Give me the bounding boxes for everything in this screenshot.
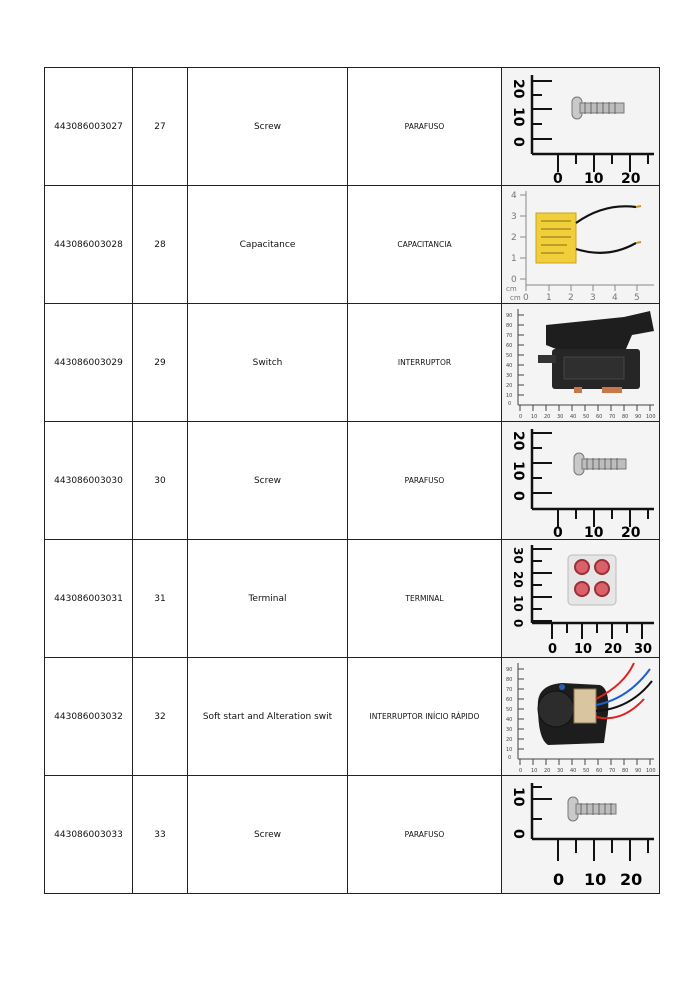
scale-label: 70 xyxy=(506,687,513,693)
part-number: 33 xyxy=(133,776,188,894)
table-row xyxy=(45,658,660,776)
scale-label: 80 xyxy=(622,768,629,774)
scale-label: 40 xyxy=(570,768,577,774)
part-number: 27 xyxy=(133,68,188,186)
scale-label: 30 xyxy=(634,642,653,656)
scale-label: 0 xyxy=(519,768,523,774)
scale-unit: cm xyxy=(506,285,517,293)
scale-label: 50 xyxy=(506,353,513,359)
part-code: 443086003031 xyxy=(45,540,133,658)
scale-label: 20 xyxy=(510,79,526,99)
scale-label: 0 xyxy=(511,619,525,628)
part-name-english: Switch xyxy=(188,304,348,422)
scale-label: 40 xyxy=(506,717,513,723)
scale-label: 30 xyxy=(506,727,513,733)
scale-label: 60 xyxy=(506,697,513,703)
scale-label: 20 xyxy=(511,571,525,588)
scale-label: 70 xyxy=(506,333,513,339)
scale-label: 40 xyxy=(570,414,577,420)
scale-label: 20 xyxy=(604,642,623,656)
part-number: 28 xyxy=(133,186,188,304)
screw-photo xyxy=(504,777,657,892)
scale-label: 10 xyxy=(531,768,538,774)
scale-label: 90 xyxy=(635,768,642,774)
scale-label: 0 xyxy=(510,491,526,501)
screw-photo xyxy=(504,69,657,184)
scale-label: 10 xyxy=(574,642,593,656)
scale-label: 0 xyxy=(553,171,563,184)
part-name-portuguese: TERMINAL xyxy=(348,540,502,658)
scale-unit: cm xyxy=(510,294,521,302)
scale-label: 80 xyxy=(506,323,513,329)
part-photo-cell xyxy=(502,422,660,540)
part-code: 443086003033 xyxy=(45,776,133,894)
scale-label: 10 xyxy=(584,870,607,889)
scale-label: 10 xyxy=(510,461,526,481)
scale-label: 30 xyxy=(557,414,564,420)
scale-label: 3 xyxy=(590,293,596,302)
scale-label: 60 xyxy=(506,343,513,349)
scale-label: 100 xyxy=(646,414,656,420)
part-code: 443086003028 xyxy=(45,186,133,304)
scale-label: 0 xyxy=(548,642,558,656)
scale-label: 20 xyxy=(544,768,551,774)
scale-label: 100 xyxy=(646,768,656,774)
scale-label: 10 xyxy=(510,787,526,807)
scale-label: 70 xyxy=(609,414,616,420)
scale-label: 50 xyxy=(583,414,590,420)
scale-label: 5 xyxy=(634,293,640,302)
scale-label: 20 xyxy=(621,525,641,538)
screw-photo xyxy=(504,423,657,538)
part-name-portuguese: INTERRUPTOR INÍCIO RÁPIDO xyxy=(348,658,502,776)
part-photo-cell xyxy=(502,304,660,422)
table-row xyxy=(45,776,660,894)
scale-label: 20 xyxy=(510,431,526,451)
part-name-portuguese: PARAFUSO xyxy=(348,422,502,540)
part-name-portuguese: PARAFUSO xyxy=(348,776,502,894)
part-name-english: Screw xyxy=(188,422,348,540)
table-row xyxy=(45,186,660,304)
part-photo-cell xyxy=(502,68,660,186)
scale-label: 4 xyxy=(612,293,618,302)
scale-label: 20 xyxy=(544,414,551,420)
scale-label: 10 xyxy=(506,747,513,753)
scale-label: 1 xyxy=(511,254,517,264)
scale-label: 90 xyxy=(506,667,513,673)
scale-label: 0 xyxy=(508,755,512,761)
scale-label: 10 xyxy=(584,525,604,538)
scale-label: 90 xyxy=(635,414,642,420)
scale-label: 40 xyxy=(506,363,513,369)
scale-label: 0 xyxy=(511,275,517,285)
part-name-portuguese: PARAFUSO xyxy=(348,68,502,186)
part-photo-cell xyxy=(502,658,660,776)
part-number: 30 xyxy=(133,422,188,540)
part-name-english: Terminal xyxy=(188,540,348,658)
part-code: 443086003027 xyxy=(45,68,133,186)
part-photo-cell xyxy=(502,186,660,304)
scale-label: 0 xyxy=(553,870,565,889)
part-number: 32 xyxy=(133,658,188,776)
part-name-portuguese: CAPACITANCIA xyxy=(348,186,502,304)
scale-label: 10 xyxy=(510,107,526,127)
part-code: 443086003030 xyxy=(45,422,133,540)
scale-label: 3 xyxy=(511,212,517,222)
part-number: 29 xyxy=(133,304,188,422)
table-row xyxy=(45,540,660,658)
capacitor-photo xyxy=(504,187,657,302)
table-row xyxy=(45,422,660,540)
scale-label: 60 xyxy=(596,414,603,420)
scale-label: 20 xyxy=(621,171,641,184)
scale-label: 70 xyxy=(609,768,616,774)
part-name-english: Screw xyxy=(188,776,348,894)
part-code: 443086003032 xyxy=(45,658,133,776)
table-row xyxy=(45,304,660,422)
scale-label: 0 xyxy=(523,293,529,302)
scale-label: 0 xyxy=(553,525,563,538)
scale-label: 60 xyxy=(596,768,603,774)
scale-label: 4 xyxy=(511,191,517,201)
scale-label: 10 xyxy=(506,393,513,399)
part-code: 443086003029 xyxy=(45,304,133,422)
scale-label: 0 xyxy=(508,401,512,407)
part-name-english: Screw xyxy=(188,68,348,186)
scale-label: 50 xyxy=(583,768,590,774)
switch-photo xyxy=(504,305,657,420)
scale-label: 30 xyxy=(557,768,564,774)
part-name-english: Capacitance xyxy=(188,186,348,304)
part-number: 31 xyxy=(133,540,188,658)
parts-table xyxy=(44,67,660,894)
terminal-photo xyxy=(504,541,657,656)
scale-label: 20 xyxy=(506,737,513,743)
table-row xyxy=(45,68,660,186)
scale-label: 20 xyxy=(506,383,513,389)
scale-label: 30 xyxy=(511,547,525,564)
part-name-portuguese: INTERRUPTOR xyxy=(348,304,502,422)
scale-label: 50 xyxy=(506,707,513,713)
part-name-english: Soft start and Alteration swit xyxy=(188,658,348,776)
scale-label: 10 xyxy=(511,595,525,612)
scale-label: 30 xyxy=(506,373,513,379)
soft-start-module-photo xyxy=(504,659,657,774)
scale-label: 80 xyxy=(506,677,513,683)
scale-label: 0 xyxy=(519,414,523,420)
part-photo-cell xyxy=(502,540,660,658)
scale-label: 2 xyxy=(511,233,517,243)
scale-label: 1 xyxy=(546,293,552,302)
scale-label: 90 xyxy=(506,313,513,319)
scale-label: 0 xyxy=(510,829,526,839)
part-photo-cell xyxy=(502,776,660,894)
scale-label: 0 xyxy=(510,137,526,147)
scale-label: 2 xyxy=(568,293,574,302)
scale-label: 10 xyxy=(531,414,538,420)
scale-label: 80 xyxy=(622,414,629,420)
scale-label: 20 xyxy=(620,870,643,889)
scale-label: 10 xyxy=(584,171,604,184)
